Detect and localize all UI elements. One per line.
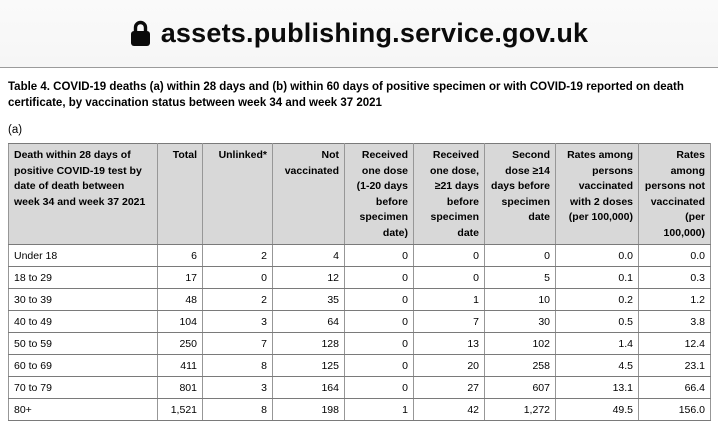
col-header-one-dose-1-20: Received one dose (1-20 days before specimen date) bbox=[345, 144, 414, 245]
age-group-cell: 60 to 69 bbox=[9, 355, 158, 377]
value-cell: 1 bbox=[414, 289, 485, 311]
value-cell: 66.4 bbox=[639, 377, 711, 399]
value-cell: 4 bbox=[273, 245, 345, 267]
value-cell: 4.5 bbox=[556, 355, 639, 377]
value-cell: 1.2 bbox=[639, 289, 711, 311]
value-cell: 102 bbox=[485, 333, 556, 355]
value-cell: 49.5 bbox=[556, 399, 639, 421]
document-page bbox=[0, 68, 718, 421]
value-cell: 0 bbox=[345, 333, 414, 355]
table-row bbox=[9, 377, 711, 399]
value-cell: 0 bbox=[414, 245, 485, 267]
value-cell: 164 bbox=[273, 377, 345, 399]
value-cell: 1,521 bbox=[158, 399, 203, 421]
value-cell: 3 bbox=[203, 311, 273, 333]
value-cell: 1 bbox=[345, 399, 414, 421]
value-cell: 3 bbox=[203, 377, 273, 399]
value-cell: 0 bbox=[485, 245, 556, 267]
value-cell: 0 bbox=[345, 289, 414, 311]
col-header-age-group: Death within 28 days of positive COVID-19 test by date of death between week 34 and week 37 2021 bbox=[9, 144, 158, 245]
value-cell: 0 bbox=[345, 355, 414, 377]
age-group-cell: Under 18 bbox=[9, 245, 158, 267]
value-cell: 258 bbox=[485, 355, 556, 377]
url-text[interactable]: assets.publishing.service.gov.uk bbox=[160, 18, 589, 48]
table-row bbox=[9, 267, 711, 289]
table-title: Table 4. COVID-19 deaths (a) within 28 days and (b) within 60 days of positive specimen or with COVID-19 reported on death certificate, by vaccination status between week 34 and week 37 2021 bbox=[8, 81, 684, 109]
value-cell: 1.4 bbox=[556, 333, 639, 355]
age-group-cell: 40 to 49 bbox=[9, 311, 158, 333]
col-header-rate-not-vaccinated: Rates among persons not vaccinated (per 100,000) bbox=[639, 144, 711, 245]
age-group-cell: 70 to 79 bbox=[9, 377, 158, 399]
value-cell: 10 bbox=[485, 289, 556, 311]
table-row bbox=[9, 311, 711, 333]
value-cell: 13 bbox=[414, 333, 485, 355]
value-cell: 0.1 bbox=[556, 267, 639, 289]
value-cell: 2 bbox=[203, 245, 273, 267]
age-group-cell: 18 to 29 bbox=[9, 267, 158, 289]
age-group-cell: 80+ bbox=[9, 399, 158, 421]
section-label-a: (a) bbox=[8, 124, 23, 136]
table-body bbox=[9, 245, 711, 421]
age-group-cell: 30 to 39 bbox=[9, 289, 158, 311]
browser-url-bar[interactable] bbox=[0, 0, 718, 68]
age-group-cell: 50 to 59 bbox=[9, 333, 158, 355]
value-cell: 0.2 bbox=[556, 289, 639, 311]
value-cell: 13.1 bbox=[556, 377, 639, 399]
value-cell: 0 bbox=[345, 377, 414, 399]
table-row bbox=[9, 289, 711, 311]
value-cell: 20 bbox=[414, 355, 485, 377]
value-cell: 156.0 bbox=[639, 399, 711, 421]
value-cell: 0 bbox=[345, 245, 414, 267]
value-cell: 6 bbox=[158, 245, 203, 267]
value-cell: 5 bbox=[485, 267, 556, 289]
value-cell: 48 bbox=[158, 289, 203, 311]
value-cell: 0.0 bbox=[639, 245, 711, 267]
value-cell: 0 bbox=[345, 311, 414, 333]
table-row bbox=[9, 333, 711, 355]
value-cell: 607 bbox=[485, 377, 556, 399]
col-header-second-dose: Second dose ≥14 days before specimen date bbox=[485, 144, 556, 245]
col-header-total: Total bbox=[158, 144, 203, 245]
value-cell: 42 bbox=[414, 399, 485, 421]
value-cell: 0 bbox=[203, 267, 273, 289]
value-cell: 8 bbox=[203, 399, 273, 421]
table-header bbox=[9, 144, 711, 245]
value-cell: 35 bbox=[273, 289, 345, 311]
value-cell: 1,272 bbox=[485, 399, 556, 421]
lock-icon bbox=[130, 20, 151, 47]
table-row bbox=[9, 245, 711, 267]
value-cell: 7 bbox=[414, 311, 485, 333]
value-cell: 128 bbox=[273, 333, 345, 355]
value-cell: 3.8 bbox=[639, 311, 711, 333]
value-cell: 0.3 bbox=[639, 267, 711, 289]
value-cell: 12.4 bbox=[639, 333, 711, 355]
col-header-one-dose-21plus: Received one dose, ≥21 days before specimen date bbox=[414, 144, 485, 245]
header-row bbox=[9, 144, 711, 245]
value-cell: 17 bbox=[158, 267, 203, 289]
value-cell: 12 bbox=[273, 267, 345, 289]
value-cell: 125 bbox=[273, 355, 345, 377]
table-row bbox=[9, 399, 711, 421]
value-cell: 411 bbox=[158, 355, 203, 377]
covid-deaths-table bbox=[8, 143, 711, 421]
value-cell: 23.1 bbox=[639, 355, 711, 377]
value-cell: 2 bbox=[203, 289, 273, 311]
value-cell: 0 bbox=[345, 267, 414, 289]
value-cell: 7 bbox=[203, 333, 273, 355]
value-cell: 64 bbox=[273, 311, 345, 333]
value-cell: 27 bbox=[414, 377, 485, 399]
value-cell: 250 bbox=[158, 333, 203, 355]
value-cell: 104 bbox=[158, 311, 203, 333]
value-cell: 0 bbox=[414, 267, 485, 289]
col-header-rate-vaccinated: Rates among persons vaccinated with 2 doses (per 100,000) bbox=[556, 144, 639, 245]
col-header-not-vaccinated: Not vaccinated bbox=[273, 144, 345, 245]
value-cell: 0.5 bbox=[556, 311, 639, 333]
value-cell: 801 bbox=[158, 377, 203, 399]
value-cell: 198 bbox=[273, 399, 345, 421]
value-cell: 30 bbox=[485, 311, 556, 333]
value-cell: 0.0 bbox=[556, 245, 639, 267]
col-header-unlinked: Unlinked* bbox=[203, 144, 273, 245]
value-cell: 8 bbox=[203, 355, 273, 377]
table-row bbox=[9, 355, 711, 377]
